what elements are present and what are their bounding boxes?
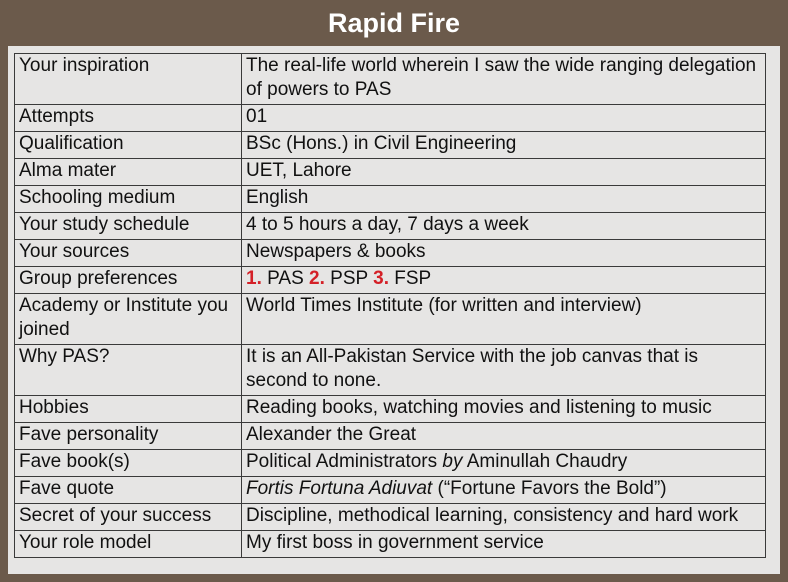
row-label: Attempts [15, 105, 242, 132]
row-value: 4 to 5 hours a day, 7 days a week [242, 213, 766, 240]
table-row [15, 267, 766, 294]
pref-number: 2. [309, 268, 325, 289]
book-title: Political Administrators [246, 451, 438, 472]
book-by: by [442, 451, 463, 472]
row-value [242, 477, 766, 504]
row-value: Newspapers & books [242, 240, 766, 267]
row-label: Your role model [15, 531, 242, 558]
table-row [15, 396, 766, 423]
table-row [15, 294, 766, 345]
row-label: Qualification [15, 132, 242, 159]
row-value: Alexander the Great [242, 423, 766, 450]
table-row [15, 186, 766, 213]
table-row [15, 213, 766, 240]
table-row [15, 477, 766, 504]
row-label: Group preferences [15, 267, 242, 294]
row-value: Reading books, watching movies and listening to music [242, 396, 766, 423]
table-row [15, 450, 766, 477]
table-row [15, 105, 766, 132]
pref-name: FSP [394, 268, 432, 289]
row-label: Your study schedule [15, 213, 242, 240]
row-value: My first boss in government service [242, 531, 766, 558]
row-value: The real-life world wherein I saw the wide ranging delegation of powers to PAS [242, 54, 766, 105]
pref-name: PAS [267, 268, 304, 289]
pref-name: PSP [330, 268, 368, 289]
row-value: World Times Institute (for written and interview) [242, 294, 766, 345]
pref-number: 3. [373, 268, 389, 289]
pref-number: 1. [246, 268, 262, 289]
table-row [15, 504, 766, 531]
row-label: Hobbies [15, 396, 242, 423]
row-value: 01 [242, 105, 766, 132]
row-label: Fave personality [15, 423, 242, 450]
row-label: Secret of your success [15, 504, 242, 531]
row-label: Alma mater [15, 159, 242, 186]
row-value: UET, Lahore [242, 159, 766, 186]
table-row [15, 240, 766, 267]
rapid-fire-table [14, 53, 766, 558]
row-label: Your inspiration [15, 54, 242, 105]
page-title: Rapid Fire [327, 8, 461, 38]
table-row [15, 345, 766, 396]
row-label: Academy or Institute you joined [15, 294, 242, 345]
table-row [15, 159, 766, 186]
table-row [15, 132, 766, 159]
row-label: Schooling medium [15, 186, 242, 213]
row-label: Fave quote [15, 477, 242, 504]
quote-latin: Fortis Fortuna Adiuvat [246, 478, 433, 499]
row-value: It is an All-Pakistan Service with the job canvas that is second to none. [242, 345, 766, 396]
row-value [242, 450, 766, 477]
row-label: Fave book(s) [15, 450, 242, 477]
row-label: Why PAS? [15, 345, 242, 396]
row-value [242, 267, 766, 294]
row-value: English [242, 186, 766, 213]
row-value: BSc (Hons.) in Civil Engineering [242, 132, 766, 159]
table-row [15, 531, 766, 558]
quote-english: (“Fortune Favors the Bold”) [437, 478, 667, 499]
row-label: Your sources [15, 240, 242, 267]
book-author: Aminullah Chaudry [466, 451, 628, 472]
table-row [15, 423, 766, 450]
table-row [15, 54, 766, 105]
row-value: Discipline, methodical learning, consistency and hard work [242, 504, 766, 531]
